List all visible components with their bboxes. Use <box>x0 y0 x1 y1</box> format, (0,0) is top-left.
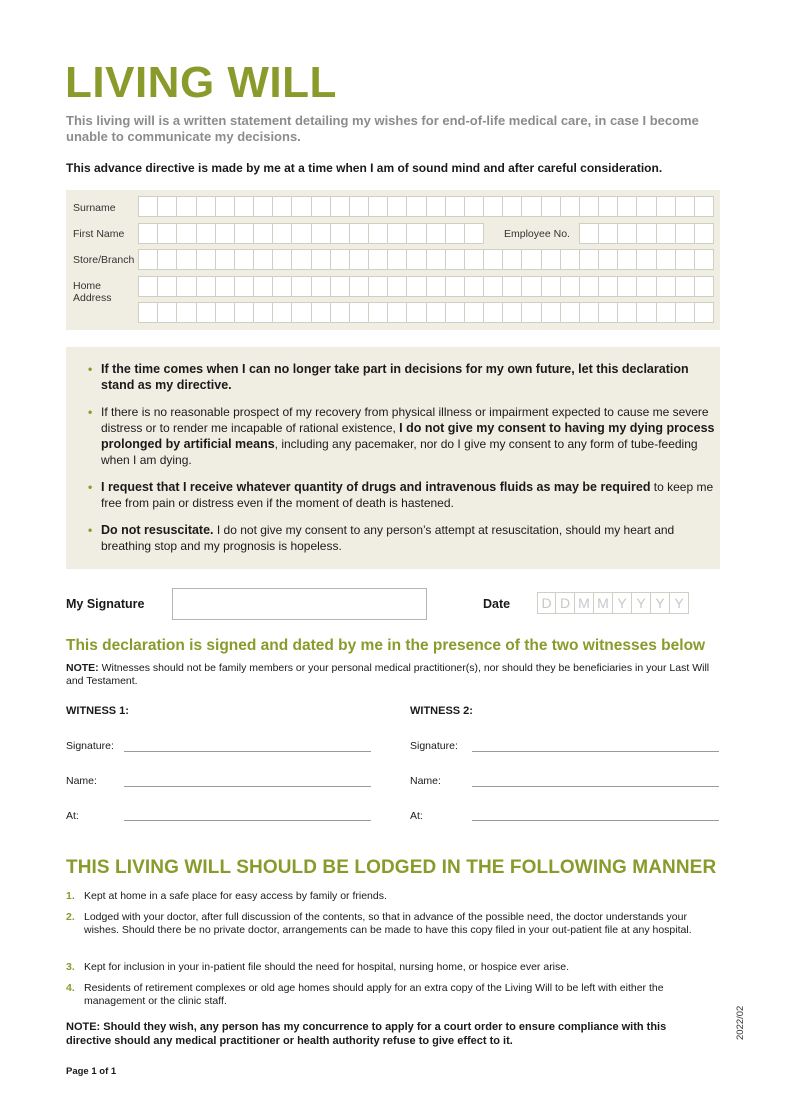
input-cell[interactable] <box>561 250 580 269</box>
input-cell[interactable] <box>599 250 618 269</box>
intro-text: This living will is a written statement detailing my wishes for end-of-life medical care, in case I become unable to communicate my decisions. <box>66 113 699 144</box>
input-cell[interactable] <box>446 250 465 269</box>
input-cell[interactable] <box>197 224 216 243</box>
input-cell[interactable] <box>369 250 388 269</box>
input-cell[interactable] <box>369 197 388 216</box>
list-item <box>88 404 721 468</box>
date-cell[interactable]: D <box>556 592 575 614</box>
input-cell[interactable] <box>484 303 503 322</box>
input-cell[interactable] <box>407 197 426 216</box>
input-cell[interactable] <box>427 250 446 269</box>
input-cell[interactable] <box>542 303 561 322</box>
input-cell[interactable] <box>235 277 254 296</box>
input-cell[interactable] <box>695 197 713 216</box>
input-cell[interactable] <box>618 277 637 296</box>
home-address-field-line2[interactable] <box>138 302 714 323</box>
my-signature-field[interactable] <box>172 588 427 620</box>
input-cell[interactable] <box>158 197 177 216</box>
input-cell[interactable] <box>427 277 446 296</box>
input-cell[interactable] <box>139 197 158 216</box>
input-cell[interactable] <box>542 250 561 269</box>
list-number: 3. <box>66 961 75 973</box>
input-cell[interactable] <box>331 277 350 296</box>
input-cell[interactable] <box>235 303 254 322</box>
input-cell[interactable] <box>139 250 158 269</box>
witness-1-heading: WITNESS 1: <box>66 705 129 717</box>
input-cell[interactable] <box>446 303 465 322</box>
input-cell[interactable] <box>235 224 254 243</box>
store-branch-label: Store/Branch <box>73 254 135 266</box>
input-cell[interactable] <box>273 224 292 243</box>
input-cell[interactable] <box>158 224 177 243</box>
input-cell[interactable] <box>522 303 541 322</box>
input-cell[interactable] <box>369 303 388 322</box>
list-item <box>88 361 721 393</box>
list-item-text: Kept at home in a safe place for easy access by family or friends. <box>84 890 387 902</box>
witness-2-at-line[interactable] <box>472 820 719 821</box>
input-cell[interactable] <box>292 277 311 296</box>
input-cell[interactable] <box>216 277 235 296</box>
date-cell[interactable]: M <box>575 592 594 614</box>
input-cell[interactable] <box>177 224 196 243</box>
input-cell[interactable] <box>158 250 177 269</box>
input-cell[interactable] <box>350 303 369 322</box>
input-cell[interactable] <box>331 224 350 243</box>
input-cell[interactable] <box>695 277 713 296</box>
input-cell[interactable] <box>292 224 311 243</box>
input-cell[interactable] <box>446 197 465 216</box>
witness-2-signature-label: Signature: <box>410 740 458 752</box>
input-cell[interactable] <box>139 277 158 296</box>
input-cell[interactable] <box>254 197 273 216</box>
input-cell[interactable] <box>503 303 522 322</box>
input-cell[interactable] <box>331 303 350 322</box>
input-cell[interactable] <box>637 303 656 322</box>
input-cell[interactable] <box>676 224 695 243</box>
input-cell[interactable] <box>388 303 407 322</box>
employee-no-label: Employee No. <box>504 228 570 240</box>
input-cell[interactable] <box>254 303 273 322</box>
input-cell[interactable] <box>197 277 216 296</box>
input-cell[interactable] <box>465 197 484 216</box>
input-cell[interactable] <box>197 303 216 322</box>
input-cell[interactable] <box>542 277 561 296</box>
bullet-icon: • <box>88 480 93 494</box>
input-cell[interactable] <box>216 197 235 216</box>
input-cell[interactable] <box>216 250 235 269</box>
date-label: Date <box>483 597 511 611</box>
input-cell[interactable] <box>292 197 311 216</box>
list-item-text: Kept for inclusion in your in-patient file should the need for hospital, nursing home, or hospice ever arise. <box>84 961 570 973</box>
surname-label: Surname <box>73 202 116 214</box>
input-cell[interactable] <box>407 303 426 322</box>
list-item <box>66 911 716 937</box>
input-cell[interactable] <box>695 250 713 269</box>
input-cell[interactable] <box>676 277 695 296</box>
input-cell[interactable] <box>599 303 618 322</box>
input-cell[interactable] <box>388 224 407 243</box>
input-cell[interactable] <box>158 277 177 296</box>
bullet-icon: • <box>88 523 93 537</box>
input-cell[interactable] <box>216 224 235 243</box>
witness-2-signature-line[interactable] <box>472 751 719 752</box>
page-number: Page 1 of 1 <box>66 1066 117 1077</box>
date-cell[interactable]: Y <box>670 592 689 614</box>
input-cell[interactable] <box>177 197 196 216</box>
witness-2-name-line[interactable] <box>472 786 719 787</box>
input-cell[interactable] <box>657 197 676 216</box>
input-cell[interactable] <box>618 224 637 243</box>
directive-statements-panel <box>66 347 720 569</box>
my-signature-label: My Signature <box>66 597 145 611</box>
input-cell[interactable] <box>235 250 254 269</box>
input-cell[interactable] <box>197 197 216 216</box>
input-cell[interactable] <box>388 197 407 216</box>
witness-1-signature-line[interactable] <box>124 751 371 752</box>
statement-2-text-end: , including any pacemaker, nor do I give my consent to any form of tube-feeding when I am dying. <box>101 437 698 467</box>
final-note: NOTE: Should they wish, any person has my concurrence to apply for a court order to ensure compliance with this directive should any medical practitioner or health authority refuse to give effect to it. <box>66 1021 667 1047</box>
input-cell[interactable] <box>465 303 484 322</box>
list-item <box>88 479 721 511</box>
input-cell[interactable] <box>637 277 656 296</box>
input-cell[interactable] <box>446 277 465 296</box>
input-cell[interactable] <box>350 224 369 243</box>
declaration-heading: This declaration is signed and dated by me in the presence of the two witnesses below <box>66 637 706 654</box>
input-cell[interactable] <box>312 303 331 322</box>
surname-field[interactable] <box>138 196 714 217</box>
input-cell[interactable] <box>580 277 599 296</box>
list-item <box>66 961 716 974</box>
input-cell[interactable] <box>637 197 656 216</box>
witness-2-heading: WITNESS 2: <box>410 705 473 717</box>
input-cell[interactable] <box>427 303 446 322</box>
input-cell[interactable] <box>388 277 407 296</box>
input-cell[interactable] <box>407 277 426 296</box>
input-cell[interactable] <box>139 224 158 243</box>
input-cell[interactable] <box>580 250 599 269</box>
input-cell[interactable] <box>561 277 580 296</box>
home-address-label <box>73 280 112 304</box>
witness-note <box>66 662 726 688</box>
input-cell[interactable] <box>254 224 273 243</box>
input-cell[interactable] <box>216 303 235 322</box>
input-cell[interactable] <box>503 197 522 216</box>
employee-no-field[interactable] <box>579 223 714 244</box>
input-cell[interactable] <box>292 250 311 269</box>
input-cell[interactable] <box>254 277 273 296</box>
input-cell[interactable] <box>331 197 350 216</box>
input-cell[interactable] <box>484 277 503 296</box>
list-item <box>66 890 716 903</box>
personal-details-panel <box>66 190 720 330</box>
input-cell[interactable] <box>177 250 196 269</box>
input-cell[interactable] <box>676 303 695 322</box>
list-item <box>66 982 716 1008</box>
first-name-label: First Name <box>73 228 125 240</box>
home-address-field-line1[interactable] <box>138 276 714 297</box>
input-cell[interactable] <box>235 197 254 216</box>
input-cell[interactable] <box>292 303 311 322</box>
input-cell[interactable] <box>273 277 292 296</box>
input-cell[interactable] <box>312 250 331 269</box>
input-cell[interactable] <box>273 303 292 322</box>
input-cell[interactable] <box>522 277 541 296</box>
input-cell[interactable] <box>503 250 522 269</box>
document-title: LIVING WILL <box>65 58 337 107</box>
input-cell[interactable] <box>637 224 656 243</box>
input-cell[interactable] <box>657 250 676 269</box>
input-cell[interactable] <box>427 197 446 216</box>
lodging-heading: THIS LIVING WILL SHOULD BE LODGED IN THE FOLLOWING MANNER <box>66 857 717 878</box>
witness-1-signature-label: Signature: <box>66 740 114 752</box>
witness-1-name-label: Name: <box>66 775 97 787</box>
statement-3-bold: I request that I receive whatever quantity of drugs and intravenous fluids as may be required <box>101 480 651 494</box>
input-cell[interactable] <box>522 197 541 216</box>
version-code: 2022/02 <box>735 1005 746 1040</box>
witness-1-at-label: At: <box>66 810 79 822</box>
input-cell[interactable] <box>465 224 483 243</box>
witness-2-name-label: Name: <box>410 775 441 787</box>
date-cell[interactable]: D <box>537 592 556 614</box>
statement-4-bold: Do not resuscitate. <box>101 523 214 537</box>
input-cell[interactable] <box>158 303 177 322</box>
list-number: 1. <box>66 890 75 902</box>
input-cell[interactable] <box>388 250 407 269</box>
store-branch-field[interactable] <box>138 249 714 270</box>
input-cell[interactable] <box>695 224 713 243</box>
date-cell[interactable]: Y <box>613 592 632 614</box>
input-cell[interactable] <box>657 224 676 243</box>
home-address-label-line2: Address <box>73 292 112 304</box>
input-cell[interactable] <box>561 197 580 216</box>
witness-1-at-line[interactable] <box>124 820 371 821</box>
input-cell[interactable] <box>273 197 292 216</box>
input-cell[interactable] <box>580 224 599 243</box>
input-cell[interactable] <box>657 303 676 322</box>
input-cell[interactable] <box>618 197 637 216</box>
input-cell[interactable] <box>312 197 331 216</box>
input-cell[interactable] <box>676 250 695 269</box>
input-cell[interactable] <box>312 277 331 296</box>
input-cell[interactable] <box>522 250 541 269</box>
input-cell[interactable] <box>657 277 676 296</box>
input-cell[interactable] <box>618 250 637 269</box>
statement-2-bold: I do not give my consent to having my dying process prolonged by artificial means <box>101 421 715 451</box>
input-cell[interactable] <box>197 250 216 269</box>
list-item-text: Residents of retirement complexes or old age homes should apply for an extra copy of the Living Will to be left with either the management or the clinic staff. <box>84 982 664 1007</box>
input-cell[interactable] <box>350 250 369 269</box>
input-cell[interactable] <box>484 197 503 216</box>
statement-1-text: If the time comes when I can no longer take part in decisions for my own future, let this declaration stand as my directive. <box>101 362 689 392</box>
input-cell[interactable] <box>177 303 196 322</box>
home-address-label-line1: Home <box>73 280 102 292</box>
input-cell[interactable] <box>695 303 713 322</box>
list-number: 4. <box>66 982 75 994</box>
witness-note-label: NOTE: <box>66 662 99 674</box>
bullet-icon: • <box>88 362 93 376</box>
first-name-field[interactable] <box>138 223 484 244</box>
input-cell[interactable] <box>484 250 503 269</box>
date-cell[interactable]: Y <box>632 592 651 614</box>
date-field[interactable] <box>537 592 689 614</box>
statement-2-text: If there is no reasonable prospect of my recovery from physical illness or impairment expected to cause me severe distress or to render me incapable of rational existence, <box>101 405 709 435</box>
advance-directive-statement: This advance directive is made by me at a time when I am of sound mind and after careful consideration. <box>66 161 663 175</box>
input-cell[interactable] <box>599 197 618 216</box>
input-cell[interactable] <box>407 224 426 243</box>
statement-4-text: I do not give my consent to any person’s attempt at resuscitation, should my heart and breathing stop and my prognosis is hopeless. <box>101 523 675 553</box>
input-cell[interactable] <box>273 250 292 269</box>
input-cell[interactable] <box>350 277 369 296</box>
input-cell[interactable] <box>312 224 331 243</box>
input-cell[interactable] <box>350 197 369 216</box>
input-cell[interactable] <box>542 197 561 216</box>
list-item <box>88 522 721 554</box>
input-cell[interactable] <box>618 303 637 322</box>
input-cell[interactable] <box>139 303 158 322</box>
statement-3-text: to keep me free from pain or distress even if the moment of death is hastened. <box>101 480 714 510</box>
input-cell[interactable] <box>637 250 656 269</box>
list-item-text: Lodged with your doctor, after full discussion of the contents, so that in advance of the possible need, the doctor understands your wishes. Should there be no private doctor, arrangements can be made to have this copy filed in your out-patient file at any hospital. <box>84 911 692 936</box>
input-cell[interactable] <box>465 277 484 296</box>
input-cell[interactable] <box>580 197 599 216</box>
input-cell[interactable] <box>599 277 618 296</box>
input-cell[interactable] <box>446 224 465 243</box>
list-number: 2. <box>66 911 75 923</box>
input-cell[interactable] <box>561 303 580 322</box>
input-cell[interactable] <box>580 303 599 322</box>
input-cell[interactable] <box>369 224 388 243</box>
input-cell[interactable] <box>369 277 388 296</box>
input-cell[interactable] <box>407 250 426 269</box>
bullet-icon: • <box>88 405 93 419</box>
input-cell[interactable] <box>465 250 484 269</box>
input-cell[interactable] <box>177 277 196 296</box>
input-cell[interactable] <box>427 224 446 243</box>
input-cell[interactable] <box>331 250 350 269</box>
date-cell[interactable]: Y <box>651 592 670 614</box>
witness-2-at-label: At: <box>410 810 423 822</box>
input-cell[interactable] <box>676 197 695 216</box>
witness-note-text: Witnesses should not be family members or your personal medical practitioner(s), nor should they be beneficiaries in your Last Will and Testament. <box>66 662 710 687</box>
witness-1-name-line[interactable] <box>124 786 371 787</box>
input-cell[interactable] <box>254 250 273 269</box>
date-cell[interactable]: M <box>594 592 613 614</box>
input-cell[interactable] <box>599 224 618 243</box>
input-cell[interactable] <box>503 277 522 296</box>
